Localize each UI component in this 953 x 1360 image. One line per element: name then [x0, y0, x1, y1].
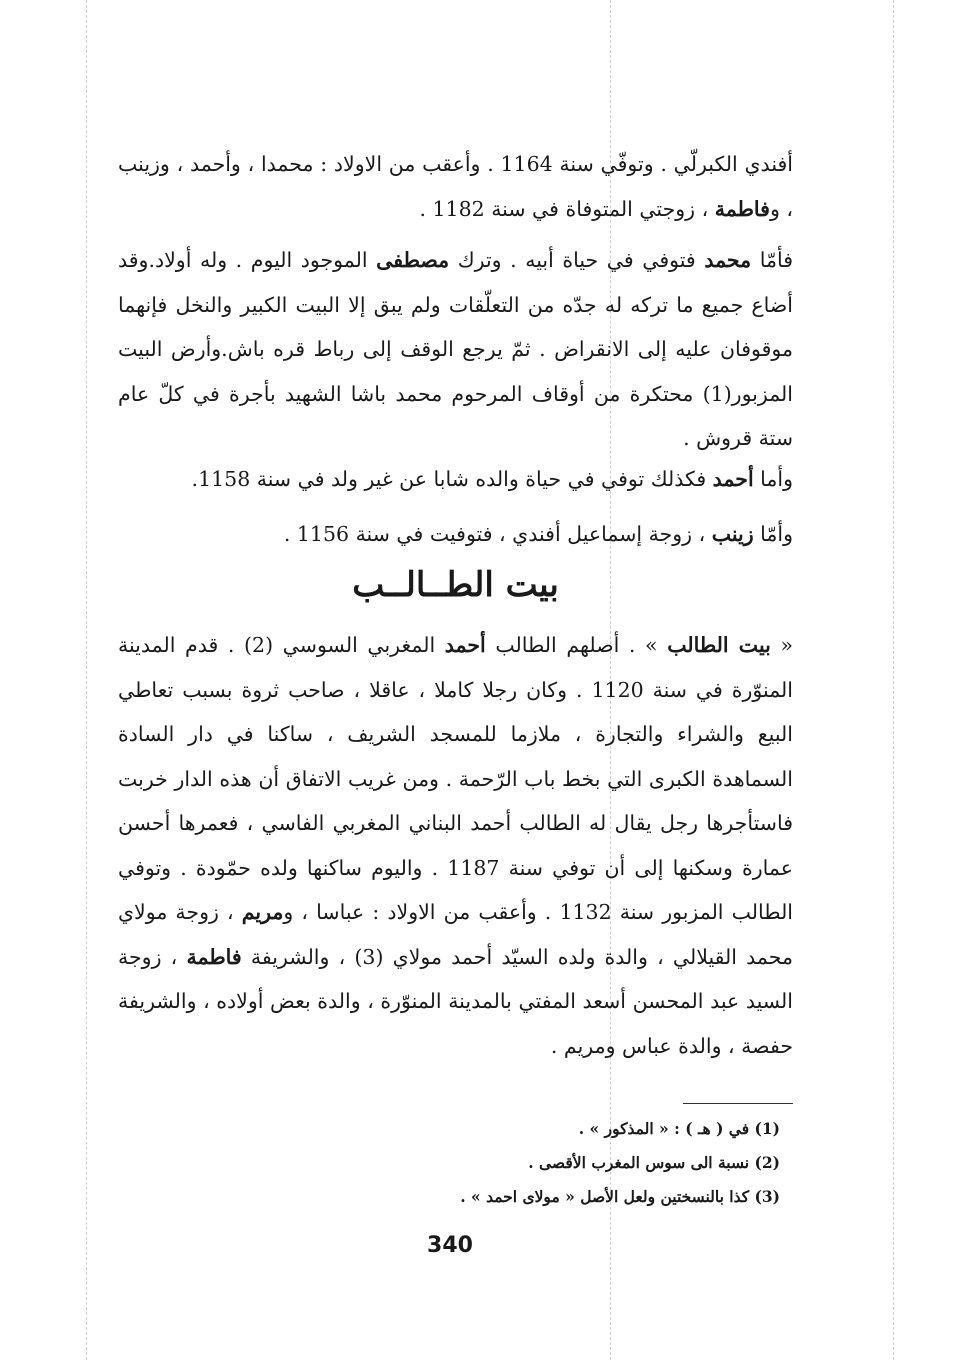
scan-fold-line	[893, 0, 894, 1360]
footnote-3: (3) كذا بالنسختين ولعل الأصل « مولاى احمد » .	[460, 1187, 780, 1206]
footnote-1: (1) في ( هـ ) : « المذكور » .	[578, 1119, 780, 1138]
paragraph-ahmad: وأما أحمد فكذلك توفي في حياة والده شابا عن غير ولد في سنة 1158.	[191, 467, 793, 491]
footnotes	[160, 1112, 780, 1214]
page-number: 340	[427, 1233, 473, 1258]
footnote-divider	[683, 1103, 793, 1104]
footnote-2: (2) نسبة الى سوس المغرب الأقصى .	[528, 1153, 780, 1172]
paragraph-muhammad: فأمّا محمد فتوفي في حياة أبيه . وترك مصطفى الموجود اليوم . وله أولاد.وقد أضاع جميع ما تركه له جدّه من التعلّقات ولم يبق إلا البيت الكبير والنخل فإنهما موقوفان عليه إلى الانقراض . ثمّ يرجع الوقف إلى رباط قره باش.وأرض البيت المزبور(1) محتكرة من أوقاف المرحوم محمد باشا الشهيد بأجرة في كلّ عام ستة قروش .	[118, 248, 793, 450]
paragraph-bayt-al-talib: « بيت الطالب » . أصلهم الطالب أحمد المغربي السوسي (2) . قدم المدينة المنوّرة في سنة 1120 . وكان رجلا كاملا ، عاقلا ، صاحب ثروة بسبب تعاطي البيع والشراء والتجارة ، ملازما للمسجد الشريف ، ساكنا في دار السادة السماهدة الكبرى التي بخط باب الرّحمة . ومن غريب الاتفاق أن هذه الدار خربت فاستأجرها رجل يقال له الطالب أحمد البناني المغربي الفاسي ، فعمرها أحسن عمارة وسكنها إلى أن توفي سنة 1187 . واليوم ساكنها ولده حمّودة . وتوفي الطالب المزبور سنة 1132 . وأعقب من الاولاد : عباسا ، ومريم ، زوجة مولاي محمد القيلالي ، والدة ولده السيّد أحمد مولاي (3) ، والشريفة فاطمة ، زوجة السيد عبد المحسن أسعد المفتي بالمدينة المنوّرة ، والدة بعض أولاده ، والشريفة حفصة ، والدة عباس ومريم .	[118, 633, 794, 1058]
paragraph-zaynab: وأمّا زينب ، زوجة إسماعيل أفندي ، فتوفيت في سنة 1156 .	[283, 522, 793, 546]
paragraph-kabarli-children: أفندي الكبرلّي . وتوفّي سنة 1164 . وأعقب من الاولاد : محمدا ، وأحمد ، وزينب ، وفاطمة ، زوجتي المتوفاة في سنة 1182 .	[118, 152, 793, 221]
scan-fold-line	[86, 0, 87, 1360]
section-heading: بيت الطــالــب	[352, 565, 559, 605]
